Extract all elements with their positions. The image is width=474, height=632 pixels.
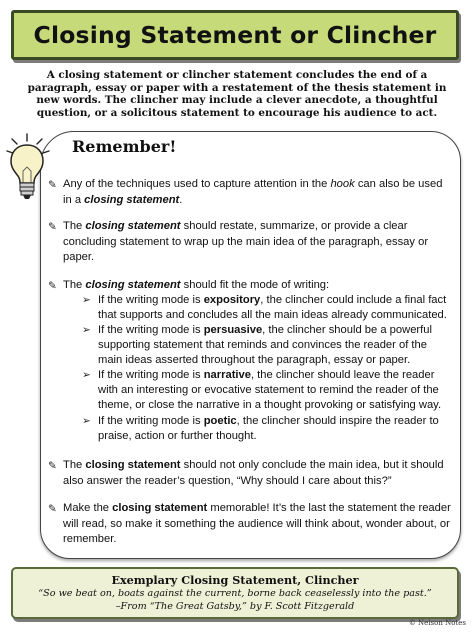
bullet-text: The closing statement should fit the mode of writing: bbox=[63, 279, 330, 291]
mode-text: If the writing mode is poetic, the clincher should inspire the reader to praise, action or further thought. bbox=[98, 415, 439, 443]
credit-label: © Nelson Notes bbox=[408, 619, 466, 627]
pencil-icon: ✎ bbox=[48, 280, 57, 292]
bullet-item-restate bbox=[48, 219, 453, 266]
page-title: Closing Statement or Clincher bbox=[33, 21, 437, 49]
arrow-bullet-icon: ➢ bbox=[82, 294, 91, 306]
bullet-text: Any of the techniques used to capture attention in the hook can also be used in a closing statement. bbox=[63, 178, 443, 206]
arrow-bullet-icon: ➢ bbox=[82, 369, 91, 381]
arrow-bullet-icon: ➢ bbox=[82, 324, 91, 336]
bullet-item-hook bbox=[48, 177, 453, 208]
bullet-text: The closing statement should restate, summarize, or provide a clear concluding statement to wrap up the main idea of the paragraph, essay or paper. bbox=[63, 220, 429, 264]
mode-item-poetic bbox=[82, 414, 450, 444]
bullet-text: Make the closing statement memorable! It’s the last the statement the reader will read, so make it something the audience will think about, wonder about, or remember. bbox=[63, 502, 451, 546]
mode-item-expository bbox=[82, 293, 450, 323]
mode-item-persuasive bbox=[82, 323, 450, 369]
title-banner bbox=[11, 10, 459, 60]
arrow-bullet-icon: ➢ bbox=[82, 415, 91, 427]
pencil-icon: ✎ bbox=[48, 503, 57, 515]
example-quote: “So we beat on, boats against the current, borne back ceaselessly into the past.” bbox=[38, 588, 432, 599]
mode-text: If the writing mode is narrative, the clincher should leave the reader with an interesting or evocative statement to remind the reader of the theme, or close the narrative in a thought provoking or satisfying way. bbox=[98, 369, 442, 412]
pencil-icon: ✎ bbox=[48, 221, 57, 233]
example-box bbox=[11, 567, 459, 619]
pencil-icon: ✎ bbox=[48, 460, 57, 472]
example-heading: Exemplary Closing Statement, Clincher bbox=[111, 573, 359, 587]
bullet-item-memorable bbox=[48, 501, 453, 548]
example-source: –From “The Great Gatsby,” by F. Scott Fitzgerald bbox=[115, 601, 355, 612]
bullet-text: The closing statement should not only conclude the main idea, but it should also answer the reader’s question, “Why should I care about this?” bbox=[63, 459, 444, 487]
intro-paragraph: A closing statement or clincher statement concludes the end of a paragraph, essay or paper with a restatement of the thesis statement in new words. The clincher may include a clever anecdote, a thoughtful question, or a solicitous statement to encourage his audience to act. bbox=[27, 69, 447, 120]
mode-item-narrative bbox=[82, 368, 450, 414]
mode-text: If the writing mode is persuasive, the clincher should be a powerful supporting statement that reminds and convinces the reader of the main ideas asserted throughout the paragraph, essay or paper. bbox=[98, 324, 432, 367]
bullet-item-answer bbox=[48, 458, 453, 489]
remember-heading: Remember! bbox=[72, 137, 177, 156]
mode-text: If the writing mode is expository, the clincher could include a final fact that supports and concludes all the main ideas already communicated. bbox=[98, 294, 447, 322]
bullet-item-mode bbox=[48, 278, 453, 294]
pencil-icon: ✎ bbox=[48, 179, 57, 191]
